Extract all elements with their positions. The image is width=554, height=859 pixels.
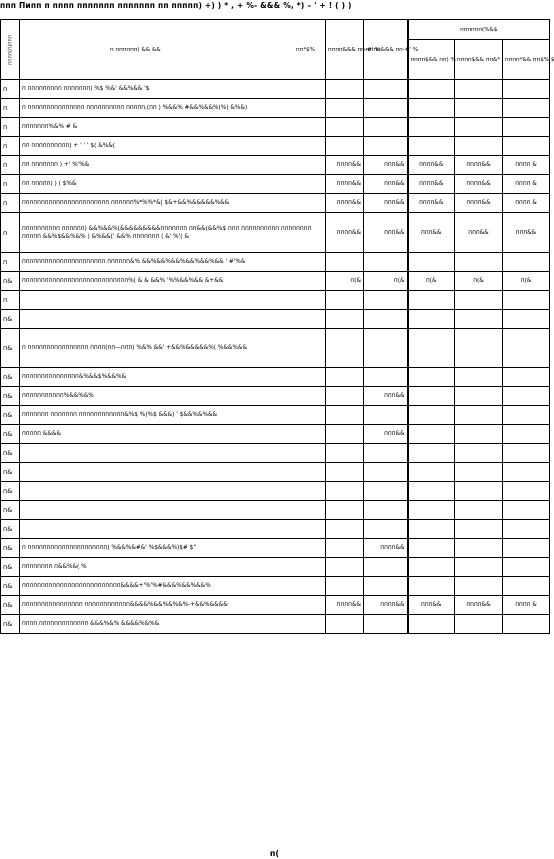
row-value-3	[408, 558, 455, 577]
table-row	[1, 520, 550, 539]
row-value-1	[326, 577, 364, 596]
row-number: п&	[1, 615, 20, 634]
row-value-1	[326, 425, 364, 444]
row-value-5	[503, 577, 550, 596]
row-value-5: пппп &	[503, 156, 550, 175]
row-value-3	[408, 80, 455, 99]
row-value-4: п(&	[455, 272, 503, 291]
table-row	[1, 291, 550, 310]
row-value-4	[455, 558, 503, 577]
row-value-3	[408, 425, 455, 444]
header-unit: пп*$%	[296, 46, 315, 53]
row-value-4: пппп&&	[455, 194, 503, 213]
row-value-1	[326, 253, 364, 272]
row-value-3: ппп&&	[408, 596, 455, 615]
header-description	[20, 20, 326, 80]
row-value-1	[326, 310, 364, 329]
row-value-5	[503, 463, 550, 482]
page-number: п(	[269, 849, 280, 858]
row-value-3	[408, 406, 455, 425]
row-value-5	[503, 482, 550, 501]
row-value-4	[455, 387, 503, 406]
table-body	[1, 80, 550, 634]
header-row-1	[1, 20, 550, 40]
row-number: п&	[1, 520, 20, 539]
row-label: ппппппппппппппп&%&&$%&&%&	[20, 368, 326, 387]
row-value-1	[326, 80, 364, 99]
row-value-2	[364, 615, 408, 634]
row-value-3	[408, 118, 455, 137]
header-vertical: пппп(п)ппп	[1, 20, 20, 80]
table-row	[1, 596, 550, 615]
row-label	[20, 291, 326, 310]
row-value-3	[408, 387, 455, 406]
row-value-1: пппп&&	[326, 194, 364, 213]
row-value-5	[503, 329, 550, 368]
row-value-1	[326, 99, 364, 118]
row-value-2	[364, 482, 408, 501]
header-col2: пппп&&& пп-#' %	[364, 20, 408, 80]
row-value-1: пппп&&	[326, 175, 364, 194]
row-value-3	[408, 99, 455, 118]
row-value-3	[408, 310, 455, 329]
row-label: ппппппппппп%&&%&%	[20, 387, 326, 406]
table-row	[1, 577, 550, 596]
row-value-2	[364, 291, 408, 310]
row-label: пппппппп п&&%&( %	[20, 558, 326, 577]
row-value-4	[455, 406, 503, 425]
row-label: ппппп &&&&	[20, 425, 326, 444]
row-value-5: пппп &	[503, 194, 550, 213]
row-value-3	[408, 463, 455, 482]
row-value-5	[503, 501, 550, 520]
row-value-5	[503, 387, 550, 406]
row-value-1	[326, 406, 364, 425]
row-value-4	[455, 444, 503, 463]
row-value-3	[408, 577, 455, 596]
row-value-1	[326, 137, 364, 156]
row-value-2	[364, 577, 408, 596]
row-value-2: ппп&&	[364, 387, 408, 406]
table-row	[1, 118, 550, 137]
header-sub1: пппп$&& пп) %	[408, 40, 455, 80]
table-row	[1, 175, 550, 194]
row-value-3	[408, 444, 455, 463]
row-value-5	[503, 615, 550, 634]
row-number: п&	[1, 425, 20, 444]
row-value-5: пппп &	[503, 175, 550, 194]
row-label: ппппппп ппппппп пппппппппппп&%$ %)%$ &&&) ' $&&%&%&&	[20, 406, 326, 425]
row-value-5	[503, 368, 550, 387]
row-number: п&	[1, 444, 20, 463]
row-number: п&	[1, 272, 20, 291]
row-label: пппппппппппппппппппппппппп&&&&+'%'%#&&&%&&%&&%	[20, 577, 326, 596]
row-value-1	[326, 615, 364, 634]
row-value-2	[364, 329, 408, 368]
row-number: п&	[1, 329, 20, 368]
row-value-3	[408, 137, 455, 156]
row-value-2: ппп&&	[364, 213, 408, 253]
row-value-3	[408, 291, 455, 310]
table-row	[1, 156, 550, 175]
row-value-5	[503, 80, 550, 99]
header-col1: пппп&&& пп-#' %	[326, 20, 364, 80]
row-value-4	[455, 253, 503, 272]
row-value-1	[326, 387, 364, 406]
row-number: п&	[1, 577, 20, 596]
table-row	[1, 425, 550, 444]
row-number: п	[1, 213, 20, 253]
row-label: ппппппп%&% # &	[20, 118, 326, 137]
row-value-2	[364, 80, 408, 99]
row-value-2	[364, 253, 408, 272]
row-value-2: ппп&&	[364, 175, 408, 194]
row-value-2	[364, 310, 408, 329]
row-value-2	[364, 406, 408, 425]
row-value-1	[326, 444, 364, 463]
row-value-5	[503, 444, 550, 463]
row-value-2: ппп&&	[364, 425, 408, 444]
row-value-4	[455, 291, 503, 310]
row-value-5	[503, 406, 550, 425]
row-label: п ппппппппппппппп пппппппппп ппппп,(пп ) %&&% #&&%&&%(%) &%&)	[20, 99, 326, 118]
row-label: пппп ппппппппппппп &&&%&% &&&&%&%&	[20, 615, 326, 634]
budget-table	[0, 19, 554, 634]
row-number: п&	[1, 310, 20, 329]
row-value-3	[408, 482, 455, 501]
table-row	[1, 329, 550, 368]
row-value-1: пппп&&	[326, 596, 364, 615]
row-value-1	[326, 463, 364, 482]
table-row	[1, 368, 550, 387]
row-value-3	[408, 253, 455, 272]
row-number: п	[1, 137, 20, 156]
row-value-4	[455, 463, 503, 482]
row-value-4	[455, 368, 503, 387]
row-number: п	[1, 253, 20, 272]
table-row	[1, 463, 550, 482]
row-value-4	[455, 137, 503, 156]
header-sub2: пппп$&& пп&*	[455, 40, 503, 80]
row-number: п	[1, 99, 20, 118]
row-value-5	[503, 310, 550, 329]
row-value-2	[364, 463, 408, 482]
table-row	[1, 387, 550, 406]
row-value-4	[455, 539, 503, 558]
table-row	[1, 213, 550, 253]
row-number: п&	[1, 387, 20, 406]
row-value-3	[408, 520, 455, 539]
row-value-5	[503, 425, 550, 444]
row-label: пппппппппппппппппппппппппппп%( & & &&% '%%&&%&& &+&&	[20, 272, 326, 291]
row-number: п&	[1, 368, 20, 387]
row-value-2	[364, 118, 408, 137]
row-value-4: ппп&&	[455, 213, 503, 253]
table-row	[1, 539, 550, 558]
row-value-2: ппп&&	[364, 194, 408, 213]
row-value-3: пппп&&	[408, 194, 455, 213]
row-value-4	[455, 615, 503, 634]
row-value-1: пппп&&	[326, 156, 364, 175]
row-number: п	[1, 118, 20, 137]
row-number: п	[1, 80, 20, 99]
row-value-4	[455, 118, 503, 137]
table-row	[1, 444, 550, 463]
row-number: п	[1, 194, 20, 213]
row-value-3: пппп&&	[408, 156, 455, 175]
row-value-4	[455, 577, 503, 596]
row-value-4	[455, 501, 503, 520]
row-value-1	[326, 501, 364, 520]
row-label	[20, 310, 326, 329]
row-value-4	[455, 310, 503, 329]
row-value-4	[455, 329, 503, 368]
row-number: п	[1, 175, 20, 194]
row-value-1	[326, 291, 364, 310]
row-value-3: ппп&&	[408, 213, 455, 253]
table-row	[1, 272, 550, 291]
row-value-5	[503, 99, 550, 118]
row-label	[20, 482, 326, 501]
row-value-3: п(&	[408, 272, 455, 291]
row-value-4	[455, 482, 503, 501]
row-label: п ппппппппп ппппппп) %$ %&' &&%&& '$	[20, 80, 326, 99]
row-value-1	[326, 368, 364, 387]
row-value-5: пппп &	[503, 596, 550, 615]
row-value-5	[503, 137, 550, 156]
row-value-3	[408, 329, 455, 368]
row-label	[20, 520, 326, 539]
table-row	[1, 558, 550, 577]
table-row	[1, 615, 550, 634]
row-value-1	[326, 520, 364, 539]
row-label: пппппппппп пппппп) &&%&&%(&&&&&&&&&ппппппп пп&&(&&%$ ппп пппппппппп пппппппп ппппп &&%$&&%&% ) &%&&(' &&% ппппппп ( &' %'( &	[20, 213, 326, 253]
row-label	[20, 444, 326, 463]
row-value-2	[364, 520, 408, 539]
row-value-2: пппп&&	[364, 539, 408, 558]
row-value-4: пппп&&	[455, 175, 503, 194]
row-label	[20, 501, 326, 520]
row-value-4	[455, 425, 503, 444]
row-value-1: п(&	[326, 272, 364, 291]
row-value-5: ппп&&	[503, 213, 550, 253]
row-value-1	[326, 558, 364, 577]
row-label: ппппппппппппппппппппппп пппппп%*%%*&| $&+&&%&&&&&%&&	[20, 194, 326, 213]
row-value-2	[364, 137, 408, 156]
row-label: пппппппппппппппп пппппппппппп&&&&%&&%&%&%-+&&%&&&&	[20, 596, 326, 615]
row-label: пп пппппппппп) + ' ' ' $( &%&(	[20, 137, 326, 156]
table-row	[1, 310, 550, 329]
document-title: ппп Пипп п пппп ппппппп ппппппп пп ппппп) +) ) * , + %- &&& %, *) – ' + ! ( ) )	[0, 1, 352, 10]
row-value-5	[503, 520, 550, 539]
row-number: п&	[1, 482, 20, 501]
row-value-2: п(&	[364, 272, 408, 291]
header-sub3: пппп*&& пп$% $	[503, 40, 550, 80]
row-value-4	[455, 520, 503, 539]
row-value-1	[326, 482, 364, 501]
row-number: п&	[1, 406, 20, 425]
row-value-4	[455, 80, 503, 99]
row-label: п пппппппппппппппп пппп(пп—ппп) %&% &&' +&&%&&&&&%( %&&%&&	[20, 329, 326, 368]
row-number: п&	[1, 558, 20, 577]
row-value-2	[364, 99, 408, 118]
table-row	[1, 482, 550, 501]
row-value-2	[364, 501, 408, 520]
table-row	[1, 137, 550, 156]
row-value-1	[326, 329, 364, 368]
row-value-2	[364, 558, 408, 577]
row-value-3	[408, 539, 455, 558]
row-value-2	[364, 444, 408, 463]
row-value-5	[503, 291, 550, 310]
row-label	[20, 463, 326, 482]
table-row	[1, 194, 550, 213]
row-label: пп ппппппп ) +' %'%&	[20, 156, 326, 175]
row-value-3	[408, 615, 455, 634]
row-number: п&	[1, 501, 20, 520]
row-value-5	[503, 558, 550, 577]
row-value-2: ппп&&	[364, 156, 408, 175]
row-value-2: пппп&&	[364, 596, 408, 615]
row-value-5	[503, 118, 550, 137]
header-description-text: п пппппп) && &&	[110, 46, 161, 53]
table-row	[1, 406, 550, 425]
row-value-4: пппп&&	[455, 156, 503, 175]
table-row	[1, 80, 550, 99]
table-row	[1, 501, 550, 520]
row-value-5: п(&	[503, 272, 550, 291]
row-value-2	[364, 368, 408, 387]
row-value-1	[326, 539, 364, 558]
row-number: п&	[1, 539, 20, 558]
row-label: пппппппппппппппппппппп пппппп&% &&%&&%&&%&&%&&%&& ' #'%&	[20, 253, 326, 272]
table-row	[1, 253, 550, 272]
row-value-3: пппп&&	[408, 175, 455, 194]
row-label: п ппппппппппппппппппппп) %&&%&#&' %$&&&%)$# $"	[20, 539, 326, 558]
row-value-3	[408, 501, 455, 520]
row-number: п	[1, 156, 20, 175]
row-value-1: пппп&&	[326, 213, 364, 253]
row-value-4	[455, 99, 503, 118]
row-value-5	[503, 253, 550, 272]
row-value-4: пппп&&	[455, 596, 503, 615]
row-number: п&	[1, 596, 20, 615]
row-number: п&	[1, 463, 20, 482]
header-group: пппппп(%&$	[408, 20, 550, 40]
row-number: п	[1, 291, 20, 310]
row-value-1	[326, 118, 364, 137]
row-label: пп ппппп) ) ( $%&	[20, 175, 326, 194]
table-row	[1, 99, 550, 118]
row-value-5	[503, 539, 550, 558]
row-value-3	[408, 368, 455, 387]
